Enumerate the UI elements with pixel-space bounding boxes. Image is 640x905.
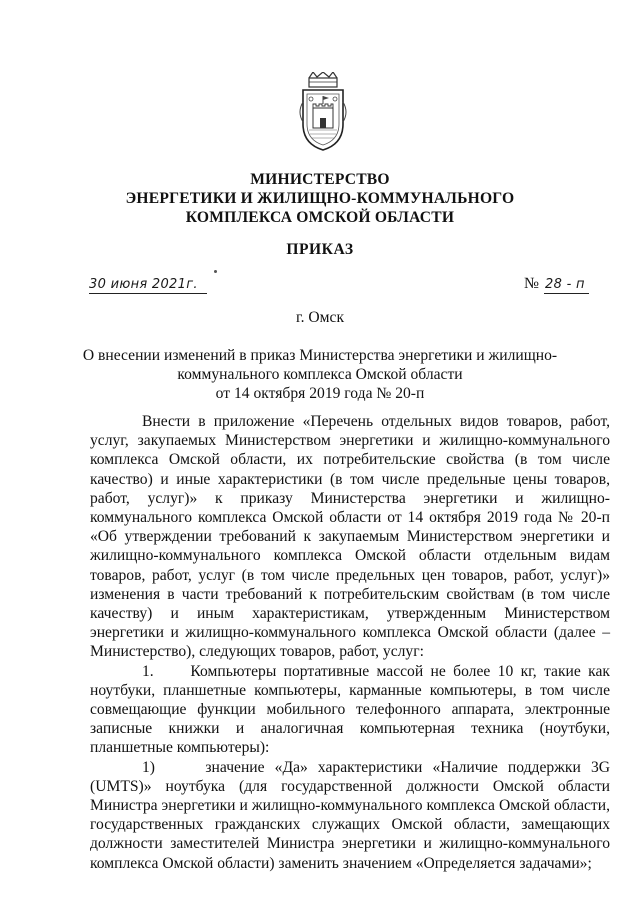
order-number: 28 - п [545, 277, 585, 292]
order-number-label: № [524, 275, 539, 292]
subject-line-2: коммунального комплекса Омской области [177, 366, 463, 383]
order-subject [0, 346, 640, 403]
subitem-1: 1) значение «Да» характеристики «Наличие поддержки 3G (UMTS)» ноутбука (для государственной должности Омской области Министра энергетики и жилищно-коммунального комплекса Омской области, государственных гражданских служащих Омской области, замещающих должности заместителей Министра энергетики и жилищно-коммунального комплекса Омской области) заменить значением «Определяется задачами»; [90, 758, 610, 872]
date-underline [89, 293, 207, 294]
number-underline [544, 293, 589, 294]
order-date: 30 июня 2021г. [89, 277, 198, 292]
document-type: ПРИКАЗ [286, 241, 354, 258]
ministry-line-2: ЭНЕРГЕТИКИ И ЖИЛИЩНО-КОММУНАЛЬНОГО [125, 190, 515, 207]
omsk-coat-of-arms-icon [295, 72, 351, 152]
document-body [90, 412, 610, 873]
ministry-name [0, 170, 640, 227]
item-1: 1. Компьютеры портативные массой не более 10 кг, такие как ноутбуки, планшетные компьютеры, карманные компьютеры, в том числе совмещающие функции мобильного телефонного аппарата, электронные записные книжки и аналогичная компьютерная техника (ноутбуки, планшетные компьютеры): [90, 662, 610, 757]
ministry-line-1: МИНИСТЕРСТВО [250, 171, 390, 188]
intro-paragraph: Внести в приложение «Перечень отдельных видов товаров, работ, услуг, закупаемых Министерством энергетики и жилищно-коммунального комплекса Омской области, их потребительские свойства (в том числе качество) и иные характеристики (в том числе предельные цены товаров, работ, услуг)» к приказу Министерства энергетики и жилищно-коммунального комплекса Омской области от 14 октября 2019 года № 20-п «Об утверждении требований к закупаемым Министерством энергетики и жилищно-коммунального комплекса Омской области отдельным видам товаров, работ, услуг (в том числе предельных цен товаров, работ, услуг)» изменения в части требований к потребительским свойствам (в том числе качеству) и иным характеристикам, утвержденным Министерством энергетики и жилищно-коммунального комплекса Омской области (далее – Министерство), следующих товаров, работ, услуг: [90, 413, 610, 661]
ministry-line-3: КОМПЛЕКСА ОМСКОЙ ОБЛАСТИ [185, 209, 455, 226]
order-details [89, 273, 589, 301]
subject-line-1: О внесении изменений в приказ Министерства энергетики и жилищно- [82, 347, 558, 364]
subject-line-3: от 14 октября 2019 года № 20-п [215, 385, 425, 402]
city: г. Омск [295, 309, 345, 326]
